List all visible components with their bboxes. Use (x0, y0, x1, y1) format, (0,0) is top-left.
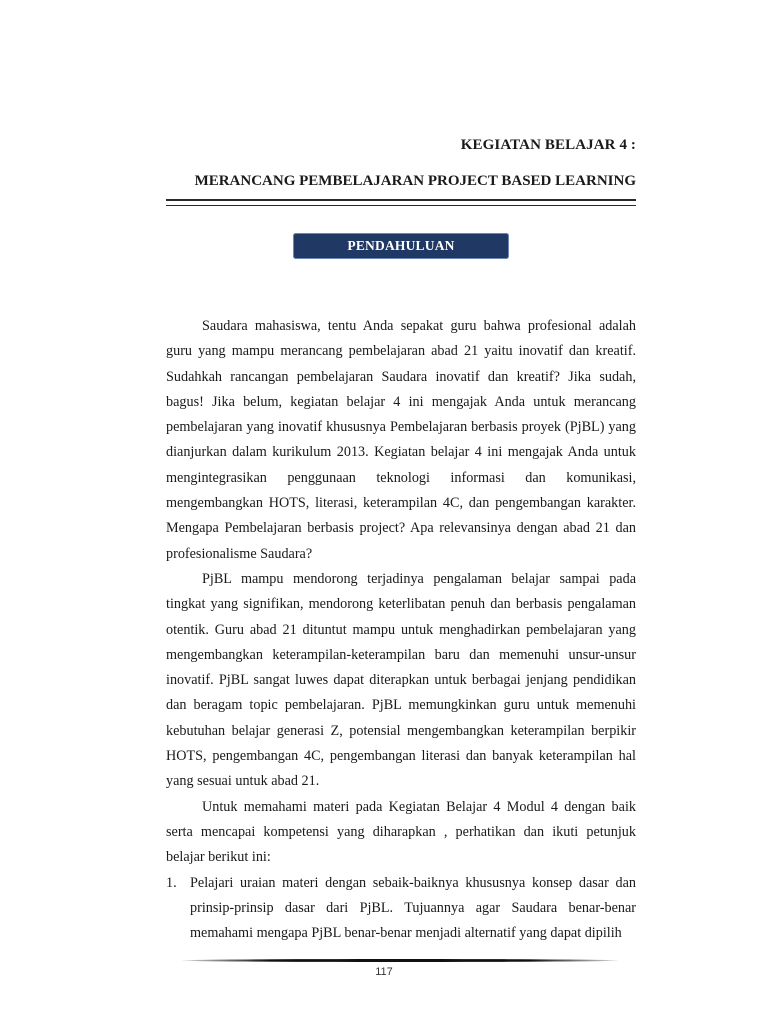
footer-rule (182, 959, 618, 962)
list-item (166, 871, 636, 947)
paragraph-intro: Saudara mahasiswa, tentu Anda sepakat guru bahwa profesional adalah guru yang mampu merancang pembelajaran abad 21 yaitu inovatif dan kreatif. Sudahkah rancangan pembelajaran Saudara inovatif dan kreatif? Jika sudah, bagus! Jika belum, kegiatan belajar 4 ini mengajak Anda untuk merancang pembelajaran yang inovatif khususnya Pembelajaran berbasis proyek (PjBL) yang dianjurkan dalam kurikulum 2013. Kegiatan belajar 4 ini mengajak Anda untuk mengintegrasikan penggunaan teknologi informasi dan komunikasi, mengembangkan HOTS, literasi, keterampilan 4C, dan pengembangan karakter. Mengapa Pembelajaran berbasis project? Apa relevansinya dengan abad 21 dan profesionalisme Saudara? (166, 318, 636, 562)
activity-title: KEGIATAN BELAJAR 4 : (460, 137, 636, 153)
header-double-rule-thick (166, 199, 636, 201)
study-instructions-list (166, 871, 636, 947)
body-text (166, 314, 636, 946)
section-heading-badge: PENDAHULUAN (293, 233, 509, 259)
list-item-number: 1. (166, 874, 177, 891)
paragraph-instructions: Untuk memahami materi pada Kegiatan Belajar 4 Modul 4 dengan baik serta mencapai kompetensi yang diharapkan , perhatikan dan ikuti petunjuk belajar berikut ini: (166, 798, 636, 866)
activity-subtitle: MERANCANG PEMBELAJARAN PROJECT BASED LEARNING (194, 173, 636, 189)
header-double-rule-thin (166, 205, 636, 206)
page-number: 117 (375, 966, 393, 978)
paragraph-pjbl: PjBL mampu mendorong terjadinya pengalaman belajar sampai pada tingkat yang signifikan, mendorong keterlibatan penuh dan berbasis pengalaman otentik. Guru abad 21 dituntut mampu untuk menghadirkan pembelajaran yang mengembangkan keterampilan-keterampilan baru dan memenuhi unsur-unsur inovatif. PjBL sangat luwes dapat diterapkan untuk berbagai jenjang pendidikan dan beragam topic pembelajaran. PjBL memungkinkan guru untuk memenuhi kebutuhan belajar generasi Z, potensial mengembangkan keterampilan berpikir HOTS, pengembangan 4C, pengembangan literasi dan banyak keterampilan hal yang sesuai untuk abad 21. (166, 570, 636, 790)
list-item-text: Pelajari uraian materi dengan sebaik-baiknya khususnya konsep dasar dan prinsip-prinsip dasar dari PjBL. Tujuannya agar Saudara benar-benar memahami mengapa PjBL benar-benar menjadi alternatif yang dapat dipilih (190, 874, 636, 942)
